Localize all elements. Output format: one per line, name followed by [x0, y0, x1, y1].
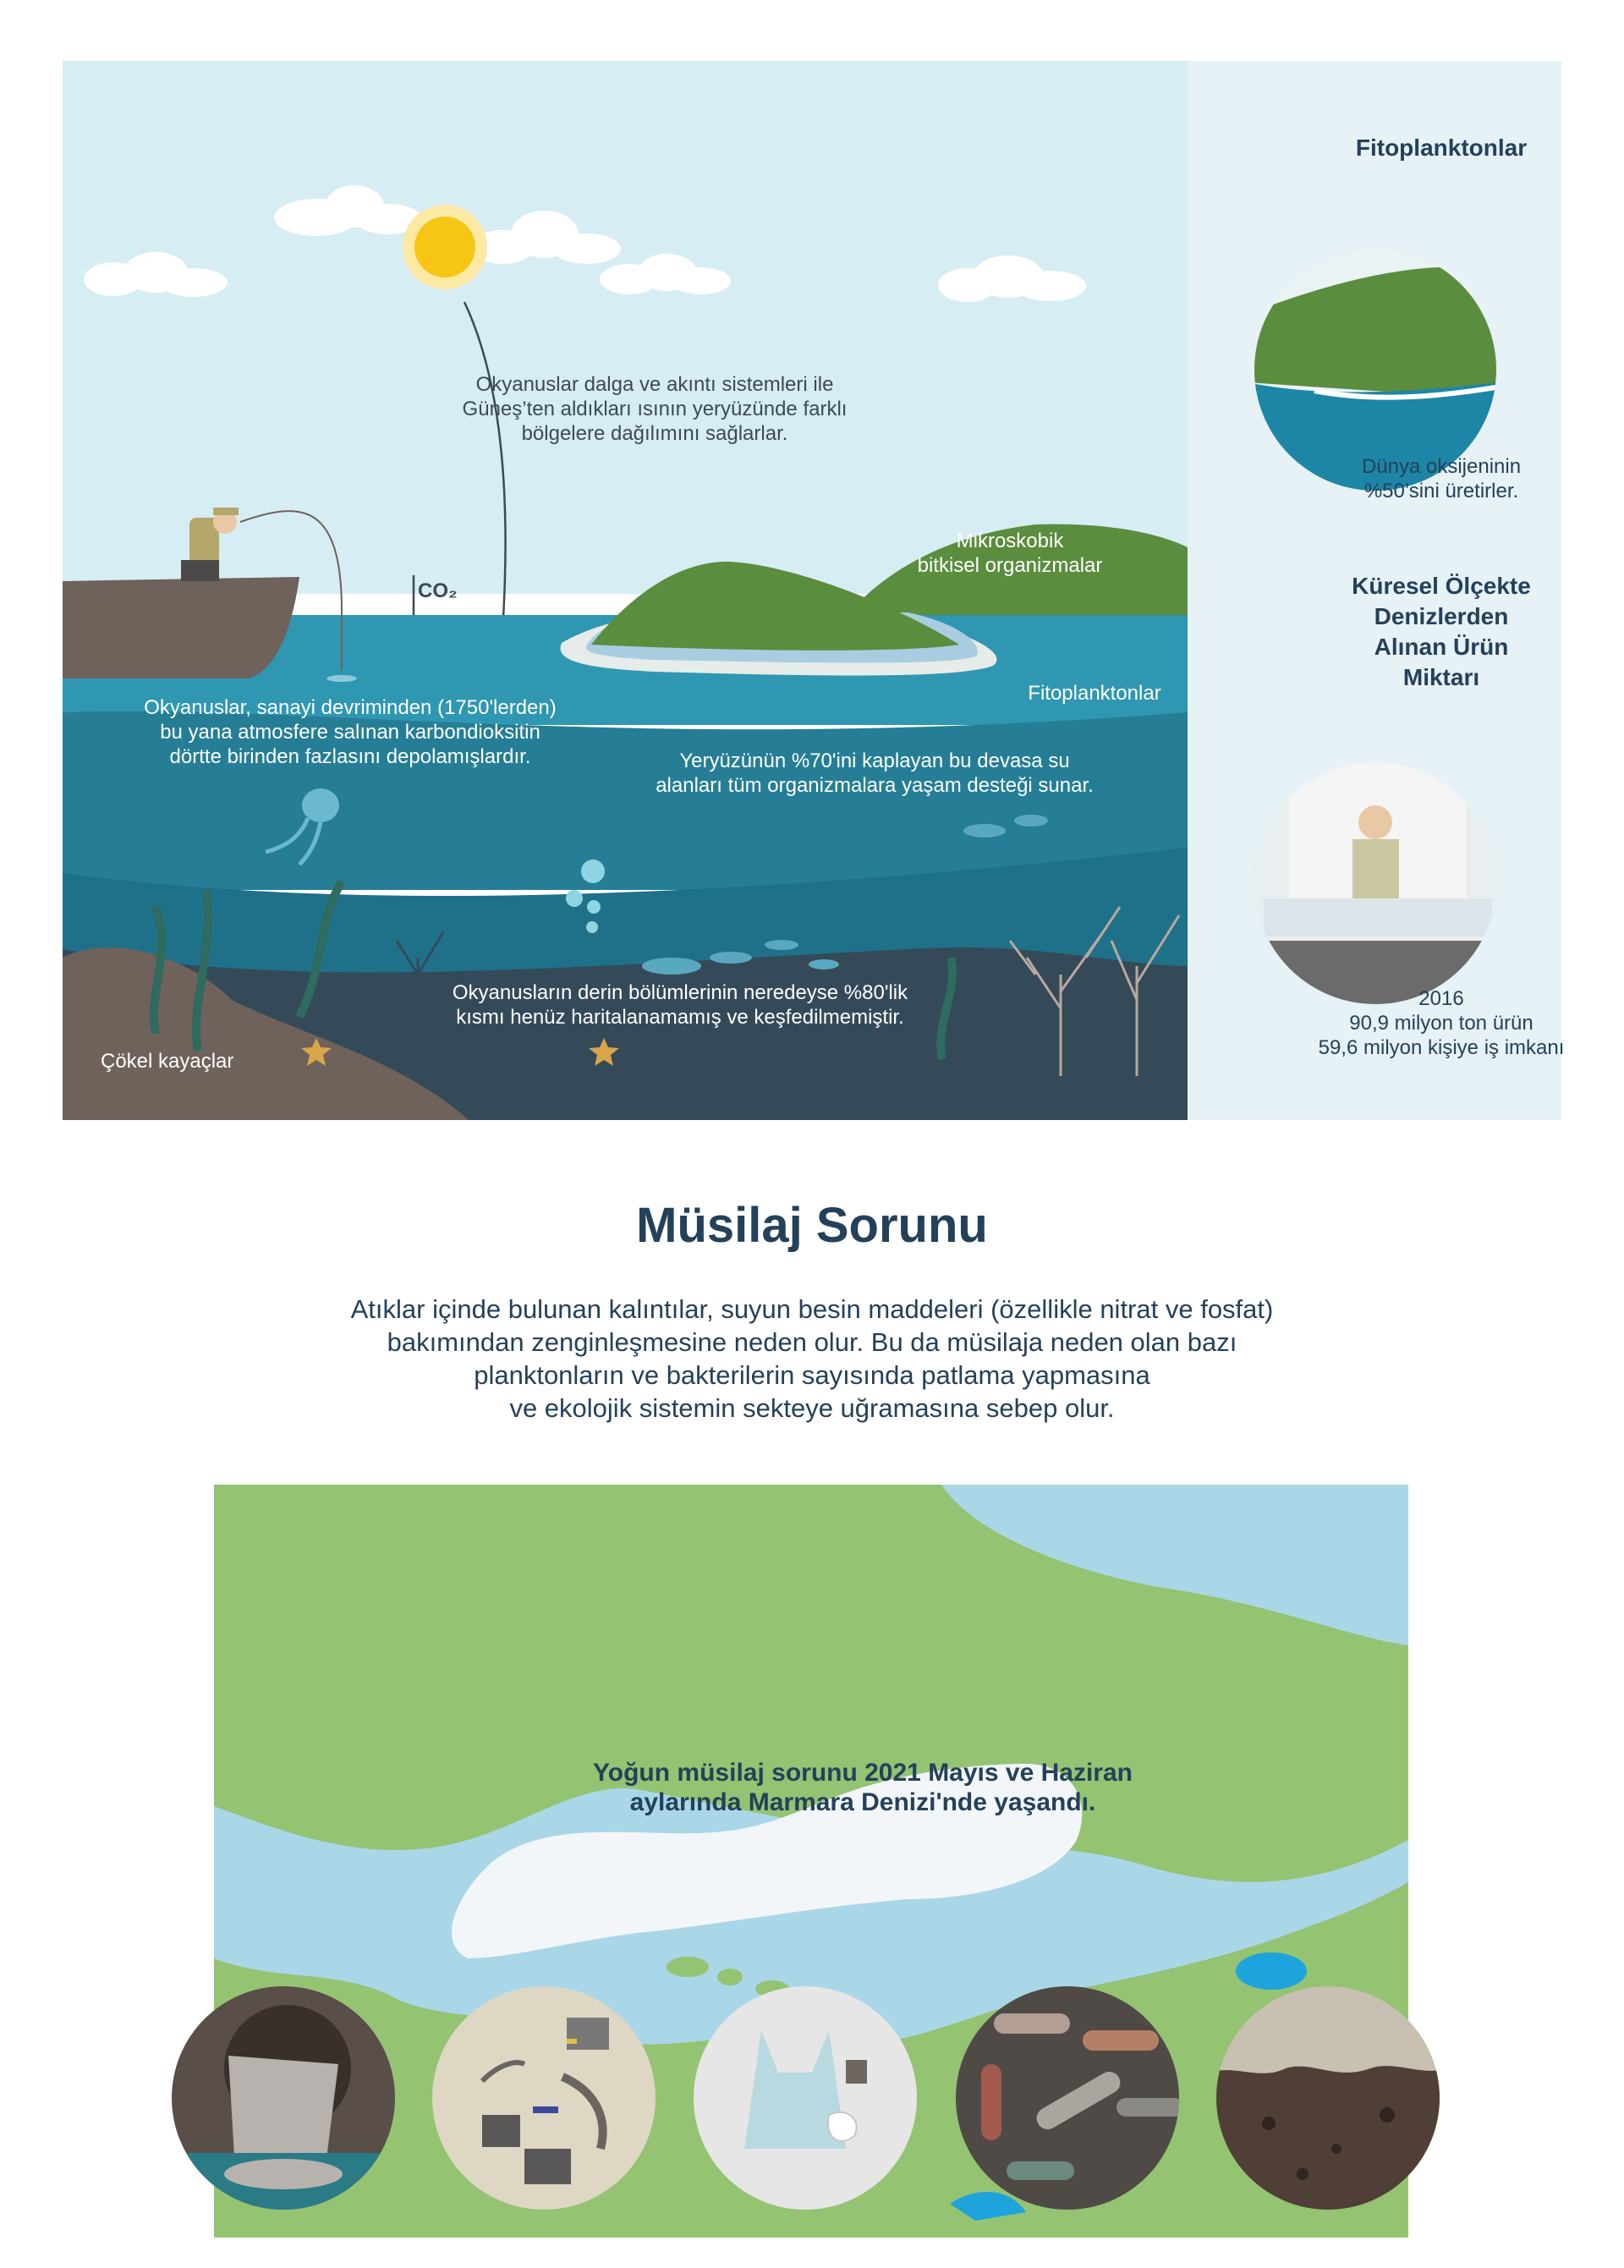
text-line: Miktarı [1402, 664, 1480, 690]
text-line: %50’sini üretirler. [1363, 480, 1519, 502]
text-line: Denizlerden [1374, 603, 1509, 629]
text-line: Güneş’ten aldıkları ısının yeryüzünde farklı [462, 398, 848, 420]
bacteria-icon [947, 1980, 1193, 2216]
text-line: Dünya oksijeninin [1361, 455, 1522, 478]
co2-label: CO₂ [418, 579, 458, 602]
pollution-icons-row [169, 1980, 1455, 2216]
text-line: bu yana atmosfere salınan karbondioksitin [160, 721, 540, 744]
text-line: alanları tüm organizmalara yaşam desteği sunar. [656, 774, 1094, 797]
text-line: bölgelere dağılımını sağlarlar. [521, 422, 788, 445]
text-line: Okyanuslar, sanayi devriminden (1750'lerden) [144, 696, 557, 719]
map-caption [550, 1758, 1176, 1817]
intro-paragraph [220, 1293, 1404, 1425]
microscopic-label [900, 529, 1120, 578]
ocean-infographic [63, 61, 1565, 1120]
sediment-label: Çökel kayaçlar [101, 1050, 234, 1073]
text-line: kısmı henüz haritalanamamış ve keşfedilmemiştir. [456, 1006, 904, 1029]
stat-jobs: 59,6 milyon kişiye iş imkanı [1318, 1036, 1565, 1059]
sewage-pipe-icon [169, 1980, 406, 2216]
carbon-text [88, 695, 612, 769]
litter-icon [423, 1980, 668, 2216]
life-support-text [612, 749, 1137, 798]
text-line: bitkisel organizmalar [917, 554, 1103, 577]
stat-catch: 90,9 milyon ton ürün [1349, 1012, 1533, 1035]
sidebar-global-title [1306, 571, 1577, 693]
text-line: Mikroskobik [956, 530, 1064, 552]
sidebar-phyto-title: Fitoplanktonlar [1355, 135, 1528, 161]
text-line: Yeryüzünün %70'ini kaplayan bu devasa su [679, 750, 1070, 772]
text-line: planktonların ve bakterilerin sayısında patlama yapmasına [474, 1360, 1150, 1390]
stat-year: 2016 [1418, 987, 1464, 1010]
phytoplankton-label: Fitoplanktonlar [1028, 682, 1161, 705]
seabed-icon [1210, 1980, 1455, 2216]
text-line: Okyanusların derin bölümlerinin neredeyse %80'lik [452, 981, 908, 1004]
deep-sea-text [401, 980, 959, 1030]
text-line: bakımından zenginleşmesine neden olur. Bu da müsilaja neden olan bazı [387, 1327, 1237, 1357]
section-title: Müsilaj Sorunu [636, 1198, 988, 1253]
text-line: Yoğun müsilaj sorunu 2021 Mayıs ve Haziran [593, 1759, 1133, 1787]
ocean-heat-text [418, 372, 892, 446]
plastic-bag-icon [685, 1980, 930, 2216]
text-line: Alınan Ürün [1374, 634, 1509, 660]
text-line: ve ekolojik sistemin sekteye uğramasına sebep olur. [509, 1393, 1115, 1423]
text-line: Küresel Ölçekte [1352, 573, 1531, 599]
text-line: Atıklar içinde bulunan kalıntılar, suyun besin maddeleri (özellikle nitrat ve fosfat) [350, 1294, 1274, 1324]
text-line: Okyanuslar dalga ve akıntı sistemleri ile [475, 373, 834, 396]
sun-icon [403, 205, 487, 289]
stats-text [1272, 986, 1610, 1060]
oxygen-text [1272, 454, 1610, 503]
boat-icon [63, 577, 299, 678]
text-line: aylarında Marmara Denizi'nde yaşandı. [629, 1788, 1096, 1816]
text-line: dörtte birinden fazlasını depolamışlardır. [169, 745, 531, 768]
